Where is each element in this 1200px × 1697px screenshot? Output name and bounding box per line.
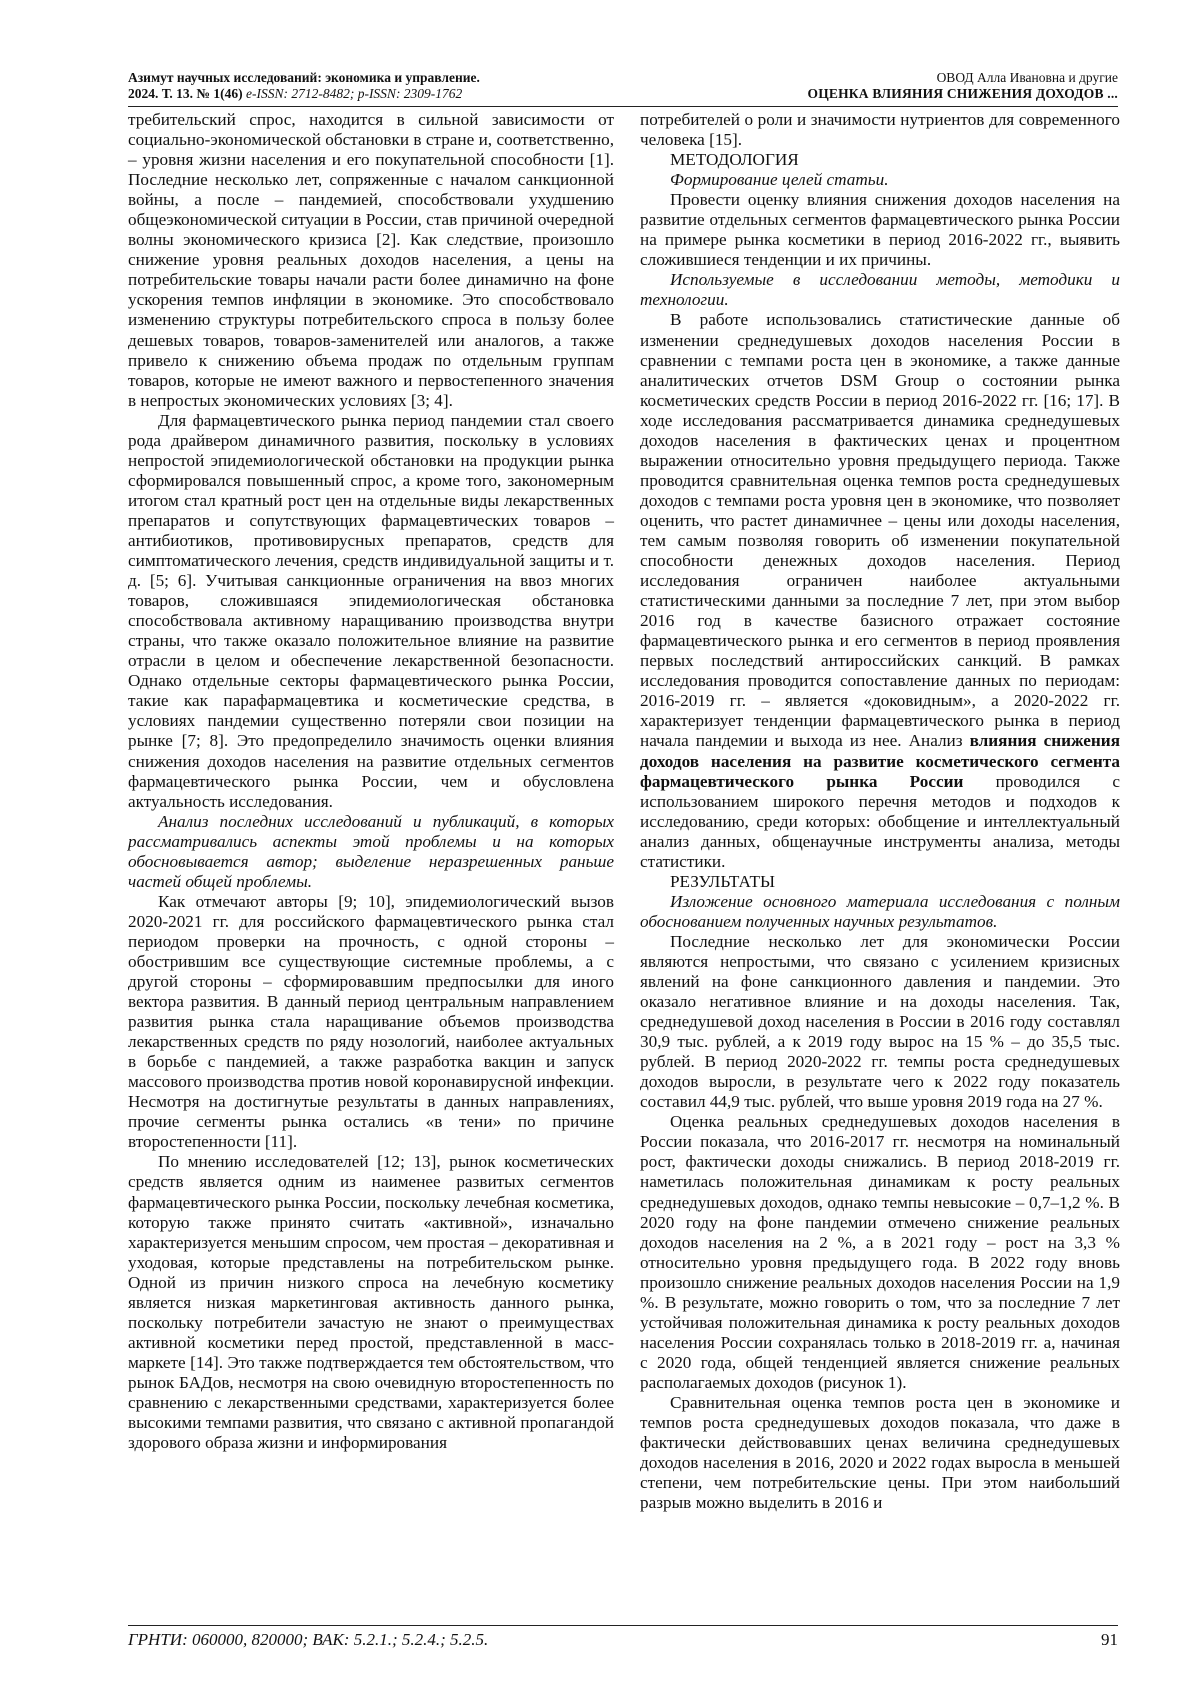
section-subheading: Изложение основного материала исследования с полным обоснованием полученных научных результатов. — [640, 891, 1120, 931]
paragraph: Провести оценку влияния снижения доходов населения на развитие отдельных сегментов фармацевтического рынка России на примере рынка косметики в период 2016-2022 гг., выявить сложившиеся тенденции и их причины. — [640, 190, 1120, 270]
paragraph: Последние несколько лет для экономически России являются непростыми, что связано с усилением кризисных явлений на фоне санкционного давления и пандемии. Это оказало негативное влияние и на доходы населения. Так, среднедушевой доход населения в России в 2016 году составлял 30,9 тыс. рублей, а к 2019 году вырос на 15 % – до 35,5 тыс. рублей. В период 2020-2022 гг. темпы роста среднедушевых доходов выросли, в результате чего к 2022 году показатель составил 44,9 тыс. рублей, что выше уровня 2019 года на 27 %. — [640, 931, 1120, 1112]
header-divider — [128, 106, 1118, 107]
left-column — [128, 110, 614, 1453]
right-column — [640, 110, 1120, 1513]
journal-issn: e-ISSN: 2712-8482; p-ISSN: 2309-1762 — [245, 86, 463, 101]
paragraph — [640, 310, 1120, 871]
section-heading-methodology: МЕТОДОЛОГИЯ — [670, 150, 799, 170]
bold-text-run: влияния снижения доходов населения на развитие косметического сегмента фармацевтического рынка России — [640, 731, 1120, 791]
section-subheading: Формирование целей статьи. — [670, 170, 889, 190]
section-subheading: Анализ последних исследований и публикаций, в которых рассматривались аспекты этой проблемы и на которых обосновывается автор; выделение неразрешенных раньше частей общей проблемы. — [128, 811, 614, 891]
paragraph: Сравнительная оценка темпов роста цен в экономике и темпов роста среднедушевых доходов показала, что даже в фактически действовавших ценах величина среднедушевых доходов населения в 2016, 2020 и 2022 годах выросла в меньшей степени, чем потребительские цены. При этом наибольший разрыв можно выделить в 2016 и — [640, 1393, 1120, 1513]
journal-info — [128, 70, 480, 102]
page-number: 91 — [1101, 1630, 1118, 1649]
paragraph: По мнению исследователей [12; 13], рынок косметических средств является одним из наименее развитых сегментов фармацевтического рынка России, поскольку лечебная косметика, которую также принято считать «активной», изначально характеризуется меньшим спросом, чем простая – декоративная и уходовая, которые представлены на потребительском рынке. Одной из причин низкого спроса на лечебную косметику является низкая маркетинговая активность данного рынка, поскольку потребители зачастую не знают о преимуществах активной косметики перед простой, представленной в масс-маркете [14]. Это также подтверждается тем обстоятельством, что рынок БАДов, несмотря на свою очевидную второстепенность по сравнению с лекарственными средствами, характеризуется более высокими темпами развития, что связано с активной пропагандой здорового образа жизни и информирования — [128, 1152, 614, 1453]
section-subheading: Используемые в исследовании методы, методики и технологии. — [640, 270, 1120, 310]
running-header — [128, 70, 1118, 104]
section-heading-results: РЕЗУЛЬТАТЫ — [670, 871, 775, 891]
text-run: проводился с использованием широкого перечня методов и подходов к исследованию, среди которых: обобщение и интеллектуальный анализ данных, общенаучные инструменты анализа, методы статистики. — [640, 771, 1120, 871]
journal-issue: 2024. Т. 13. № 1(46) — [128, 86, 246, 101]
article-title: ОЦЕНКА ВЛИЯНИЯ СНИЖЕНИЯ ДОХОДОВ ... — [807, 86, 1118, 101]
classification-codes: ГРНТИ: 060000, 820000; ВАК: 5.2.1.; 5.2.4.; 5.2.5. — [128, 1630, 489, 1649]
paragraph: Как отмечают авторы [9; 10], эпидемиологический вызов 2020-2021 гг. для российского фармацевтического рынка стал периодом проверки на прочность, с одной стороны – обострившим все существующие системные проблемы, а с другой стороны – сформировавшим предпосылки для иного вектора развития. В данный период центральным направлением развития рынка стала наращивание объемов производства лекарственных средств по ряду нозологий, наиболее актуальных в борьбе с пандемией, а также разработка вакцин и запуск массового производства против новой коронавирусной инфекции. Несмотря на достигнутые результаты в данных направлениях, прочие сегменты рынка остались «в тени» по причине второстепенности [11]. — [128, 891, 614, 1152]
paragraph: Оценка реальных среднедушевых доходов населения в России показала, что 2016-2017 гг. несмотря на номинальный рост, фактически доходы снижались. В период 2018-2019 гг. наметилась положительная динамикам к росту реальных среднедушевых доходов, однако темпы невысокие – 0,7–1,2 %. В 2020 году на фоне пандемии отмечено снижение реальных доходов населения на 2 %, а в 2021 году – рост на 3,3 % относительно уровня предыдущего года. В 2022 году вновь произошло снижение реальных доходов населения России на 1,9 %. В результате, можно говорить о том, что за последние 7 лет устойчивая положительная динамика к росту реальных доходов населения России сохранялась только в 2018-2019 гг. а, начиная с 2020 года, общей тенденцией является снижение реальных располагаемых доходов (рисунок 1). — [640, 1112, 1120, 1392]
journal-title: Азимут научных исследований: экономика и управление. — [128, 70, 480, 85]
paragraph: требительский спрос, находится в сильной зависимости от социально-экономической обстановки в стране и, соответственно, – уровня жизни населения и его покупательной способности [1]. Последние несколько лет, сопряженные с началом санкционной войны, а после – пандемией, способствовали ухудшению общеэкономической ситуации в России, став причиной очередной волны экономического кризиса [2]. Как следствие, произошло снижение уровня реальных доходов населения, а цены на потребительские товары начали расти более динамично на фоне ускорения темпов инфляции в экономике. Это способствовало изменению структуры потребительского спроса в пользу более дешевых товаров, товаров-заменителей или аналогов, а также привело к снижению объема продаж по отдельным группам товаров, которые не имеют важного и первостепенного значения в непростых экономических условиях [3; 4]. — [128, 110, 614, 410]
footer-divider — [128, 1625, 1118, 1626]
article-authors: ОВОД Алла Ивановна и другие — [936, 70, 1118, 85]
paragraph: потребителей о роли и значимости нутриентов для современного человека [15]. — [640, 110, 1120, 150]
text-run: В работе использовались статистические данные об изменении среднедушевых доходов населения России в сравнении с темпами роста цен в экономике, а также данные аналитических отчетов DSM Group о состоянии рынка косметических средств России в период 2016-2022 гг. [16; 17]. В ходе исследования рассматривается динамика среднедушевых доходов населения в фактических ценах и процентном выражении относительно уровня предыдущего периода. Также проводится сравнительная оценка темпов роста среднедушевых доходов с темпами роста уровня цен в экономике, что позволяет оценить, что растет динамичнее – цены или доходы населения, тем самым позволяя говорить об изменении покупательной способности денежных доходов населения. Период исследования ограничен наиболее актуальными статистическими данными за последние 7 лет, при этом выбор 2016 год в качестве базисного отражает состояние фармацевтического рынка и его сегментов в период проявления первых последствий антироссийских санкций. В рамках исследования проводится сопоставление данных по периодам: 2016-2019 гг. – является «доковидным», а 2020-2022 гг. характеризует тенденции фармацевтического рынка в период начала пандемии и выхода из нее. Анализ — [640, 310, 1120, 751]
article-info — [808, 70, 1119, 102]
paragraph: Для фармацевтического рынка период пандемии стал своего рода драйвером динамичного развития, поскольку в условиях непростой эпидемиологической обстановки на продукции рынка сформировался повышенный спрос, а кроме того, закономерным итогом стал кратный рост цен на отдельные виды лекарственных препаратов и сопутствующих фармацевтических товаров – антибиотиков, противовирусных препаратов, средств для симптоматического лечения, средств индивидуальной защиты и т. д. [5; 6]. Учитывая санкционные ограничения на ввоз многих товаров, сложившаяся эпидемиологическая обстановка способствовала активному наращиванию производства внутри страны, что также оказало положительное влияние на развитие отрасли в целом и обеспечение лекарственной безопасности. Однако отдельные секторы фармацевтического рынка России, такие как парафармацевтика и косметические средства, в условиях пандемии существенно потеряли свои позиции на рынке [7; 8]. Это предопределило значимость оценки влияния снижения доходов населения на развитие отдельных сегментов фармацевтического рынка России, чем и обусловлена актуальность исследования. — [128, 410, 614, 811]
